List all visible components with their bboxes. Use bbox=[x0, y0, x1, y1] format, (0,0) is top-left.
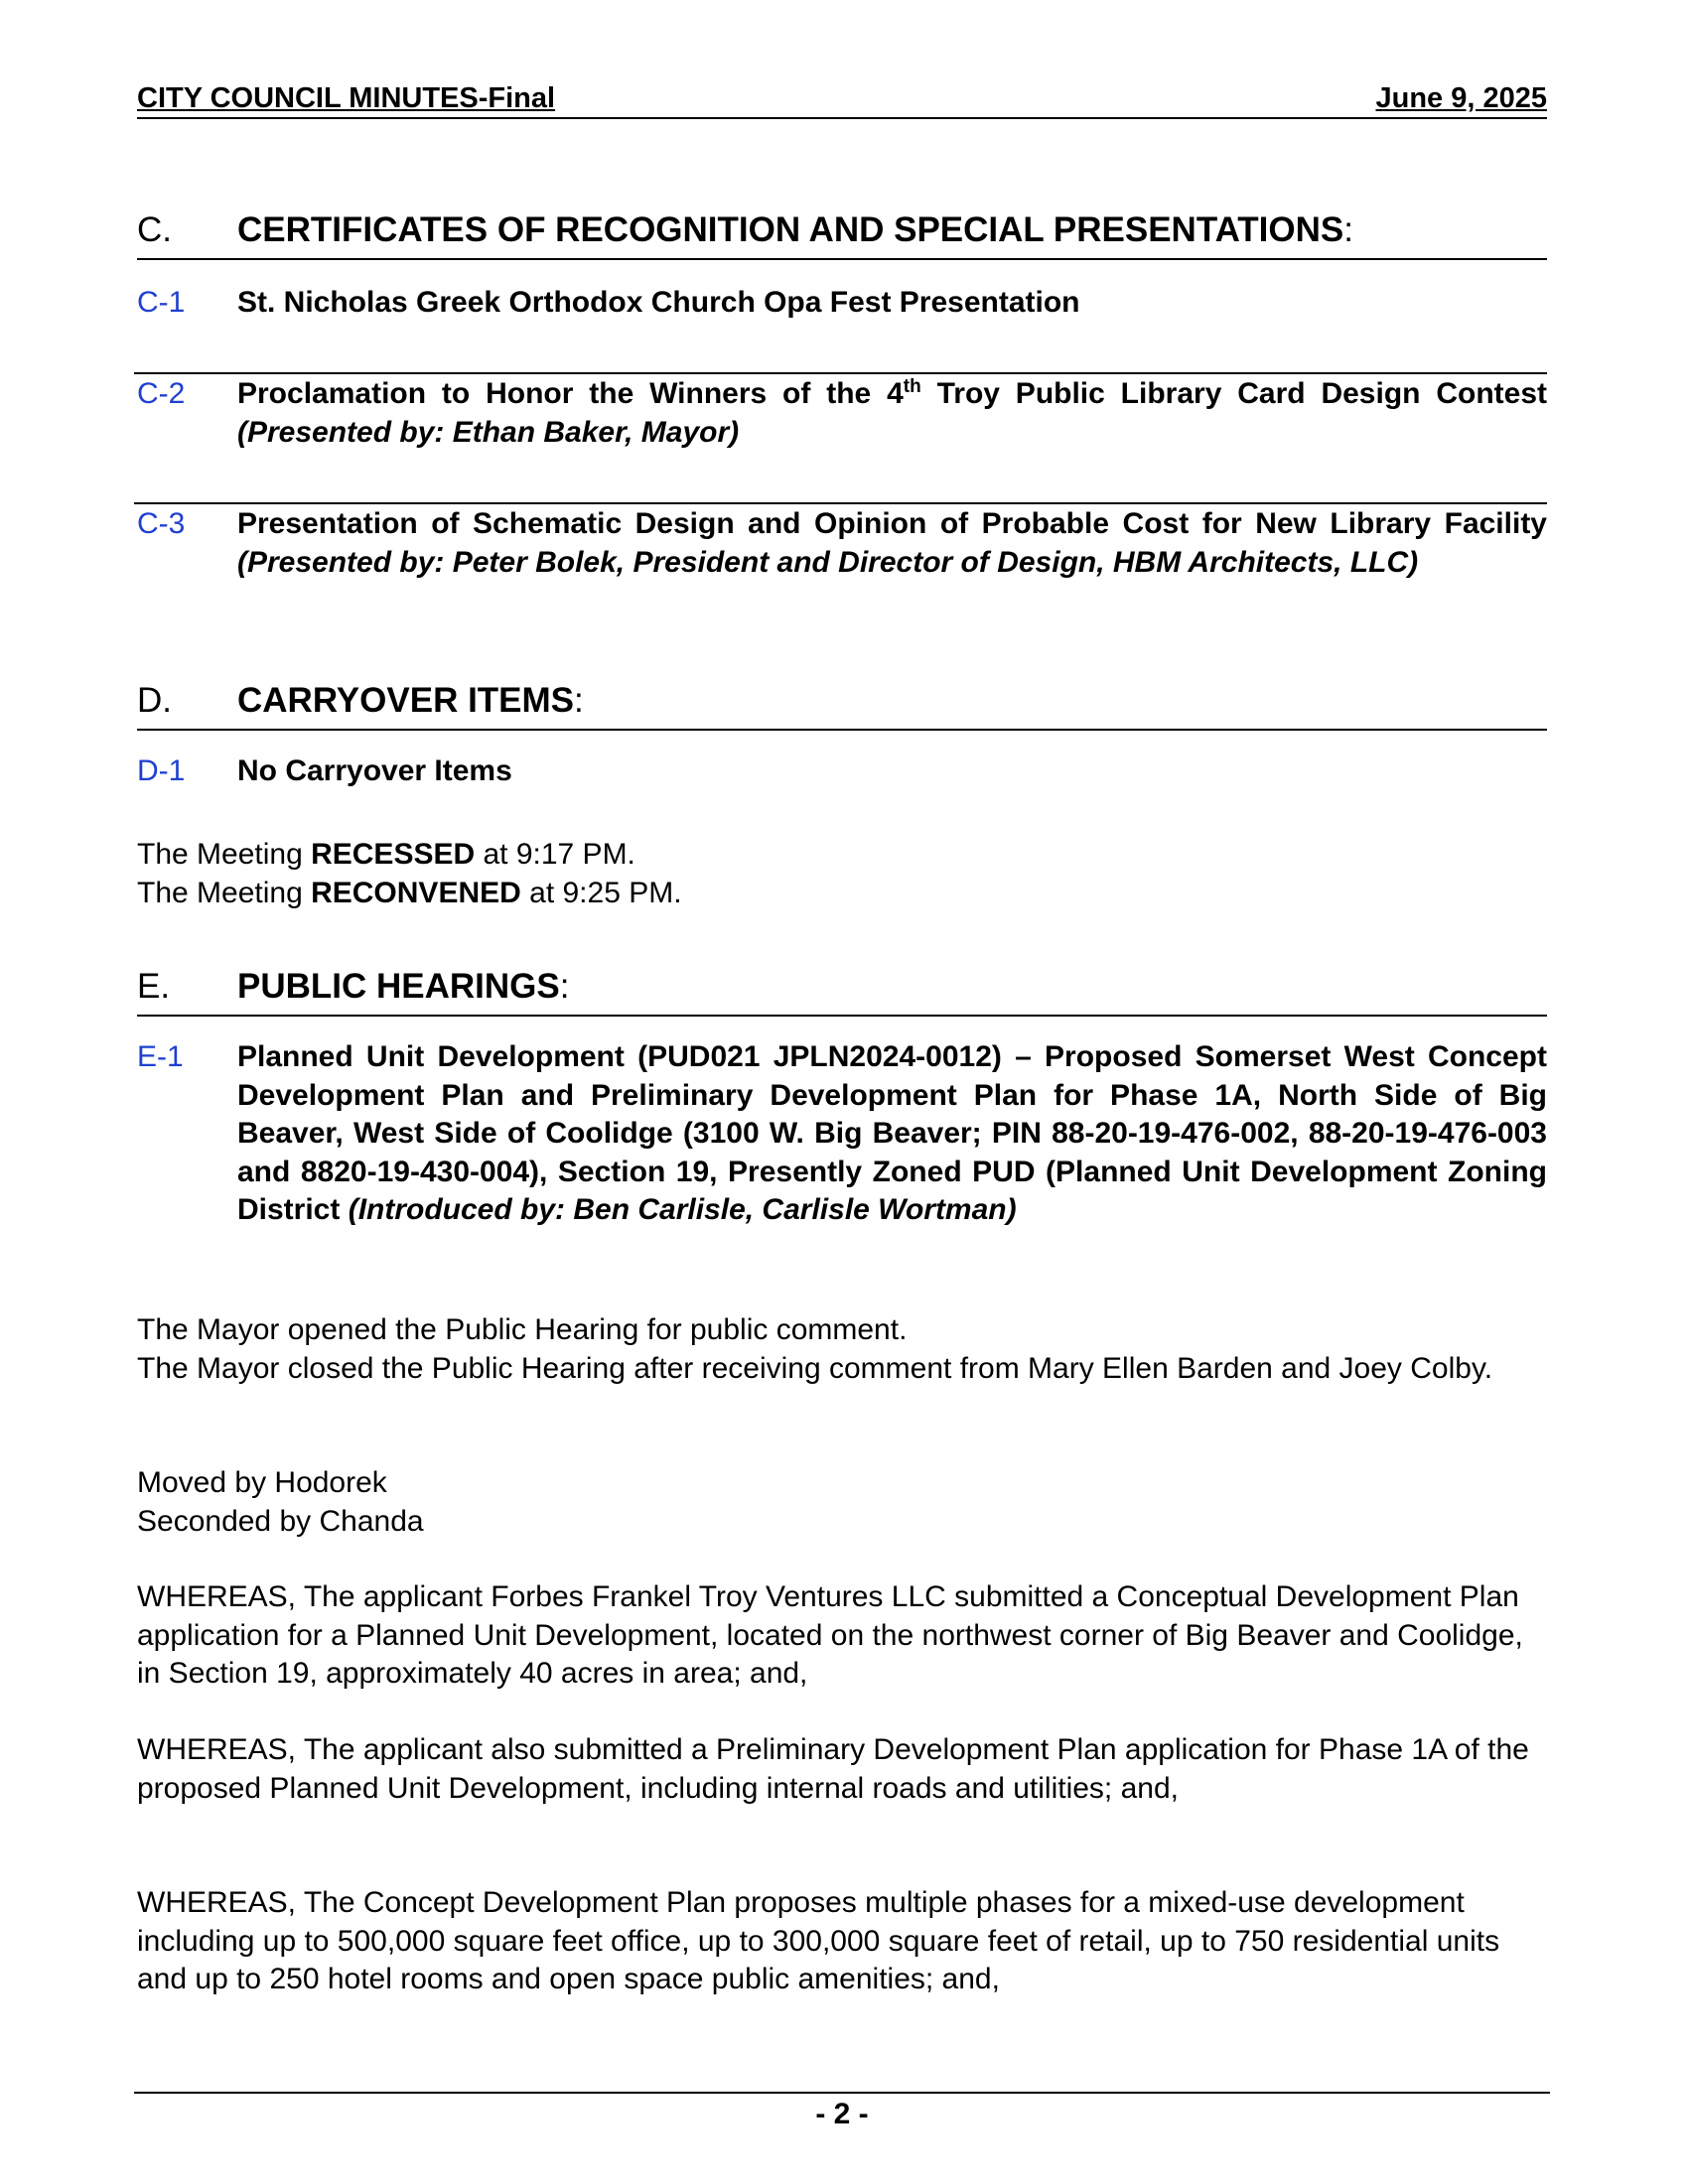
whereas-paragraph: WHEREAS, The applicant also submitted a Preliminary Development Plan application for Phase 1A of the proposed Planned Unit Development, including internal roads and utilities; and, bbox=[137, 1733, 1529, 1805]
item-code[interactable]: E-1 bbox=[137, 1040, 184, 1073]
header-date: June 9, 2025 bbox=[1375, 82, 1547, 114]
section-title: CARRYOVER ITEMS: bbox=[237, 681, 584, 720]
motion bbox=[137, 1464, 1547, 1541]
item-code[interactable]: C-3 bbox=[137, 507, 186, 540]
item-title: St. Nicholas Greek Orthodox Church Opa Fest Presentation bbox=[237, 286, 1080, 319]
reconvene-line: The Meeting RECONVENED at 9:25 PM. bbox=[137, 876, 682, 909]
seconded-by: Seconded by Chanda bbox=[137, 1504, 424, 1538]
footer-divider bbox=[134, 2092, 1550, 2094]
section-title: PUBLIC HEARINGS: bbox=[237, 967, 570, 1006]
agenda-item-e1 bbox=[137, 1038, 1547, 1230]
item-title: No Carryover Items bbox=[237, 754, 512, 787]
section-e-heading bbox=[137, 967, 1547, 1017]
moved-by: Moved by Hodorek bbox=[137, 1466, 387, 1499]
item-code[interactable]: D-1 bbox=[137, 754, 186, 787]
whereas-paragraph: WHEREAS, The applicant Forbes Frankel Troy Ventures LLC submitted a Conceptual Development Plan application for a Planned Unit Development, located on the northwest corner of Big Beaver and Coolidge, in Section 19, approximately 40 acres in area; and, bbox=[137, 1580, 1523, 1690]
presented-by: (Presented by: Ethan Baker, Mayor) bbox=[237, 415, 740, 449]
header-title: CITY COUNCIL MINUTES-Final bbox=[137, 82, 556, 114]
section-d-heading bbox=[137, 681, 1547, 731]
section-letter: E. bbox=[137, 967, 171, 1006]
item-code[interactable]: C-1 bbox=[137, 286, 186, 319]
agenda-item-c3 bbox=[137, 505, 1547, 582]
section-title: CERTIFICATES OF RECOGNITION AND SPECIAL PRESENTATIONS: bbox=[237, 210, 1353, 249]
recess-notes bbox=[137, 836, 1547, 912]
agenda-item-c1 bbox=[137, 284, 1547, 323]
page-header bbox=[137, 81, 1547, 119]
whereas-paragraph: WHEREAS, The Concept Development Plan proposes multiple phases for a mixed-use development including up to 500,000 square feet office, up to 300,000 square feet of retail, up to 750 residential units and up to 250 hotel rooms and open space public amenities; and, bbox=[137, 1886, 1500, 1995]
section-letter: D. bbox=[137, 681, 172, 720]
agenda-item-c2 bbox=[137, 375, 1547, 452]
divider bbox=[134, 372, 1547, 374]
document-page bbox=[137, 0, 1547, 2184]
hearing-closed: The Mayor closed the Public Hearing after receiving comment from Mary Ellen Barden and Joey Colby. bbox=[137, 1351, 1493, 1385]
item-title: Proclamation to Honor the Winners of the 4th Troy Public Library Card Design Contest (Presented by: Ethan Baker, Mayor) bbox=[237, 376, 1548, 449]
section-c-heading bbox=[137, 210, 1547, 260]
agenda-item-d1 bbox=[137, 752, 1547, 791]
hearing-opened: The Mayor opened the Public Hearing for public comment. bbox=[137, 1313, 908, 1346]
presented-by: (Presented by: Peter Bolek, President and Director of Design, HBM Architects, LLC) bbox=[237, 545, 1419, 579]
divider bbox=[134, 502, 1547, 504]
introduced-by: (Introduced by: Ben Carlisle, Carlisle Wortman) bbox=[348, 1193, 1017, 1226]
section-letter: C. bbox=[137, 210, 172, 249]
item-code[interactable]: C-2 bbox=[137, 377, 186, 410]
item-title: Presentation of Schematic Design and Opinion of Probable Cost for New Library Facility (Presented by: Peter Bolek, President and Director of Design, HBM Architects, LLC) bbox=[237, 507, 1547, 579]
item-title: Planned Unit Development (PUD021 JPLN2024-0012) – Proposed Somerset West Concept Development Plan and Preliminary Development Plan for Phase 1A, North Side of Big Beaver, West Side of Coolidge (3100 W. Big Beaver; PIN 88-20-19-476-002, 88-20-19-476-003 and 8820-19-430-004), Section 19, Presently Zoned PUD (Planned Unit Development Zoning District (Introduced by: Ben Carlisle, Carlisle Wortman) bbox=[237, 1040, 1547, 1226]
hearing-notes bbox=[137, 1311, 1547, 1388]
page-number: - 2 - bbox=[815, 2098, 869, 2130]
recess-line: The Meeting RECESSED at 9:17 PM. bbox=[137, 838, 635, 871]
